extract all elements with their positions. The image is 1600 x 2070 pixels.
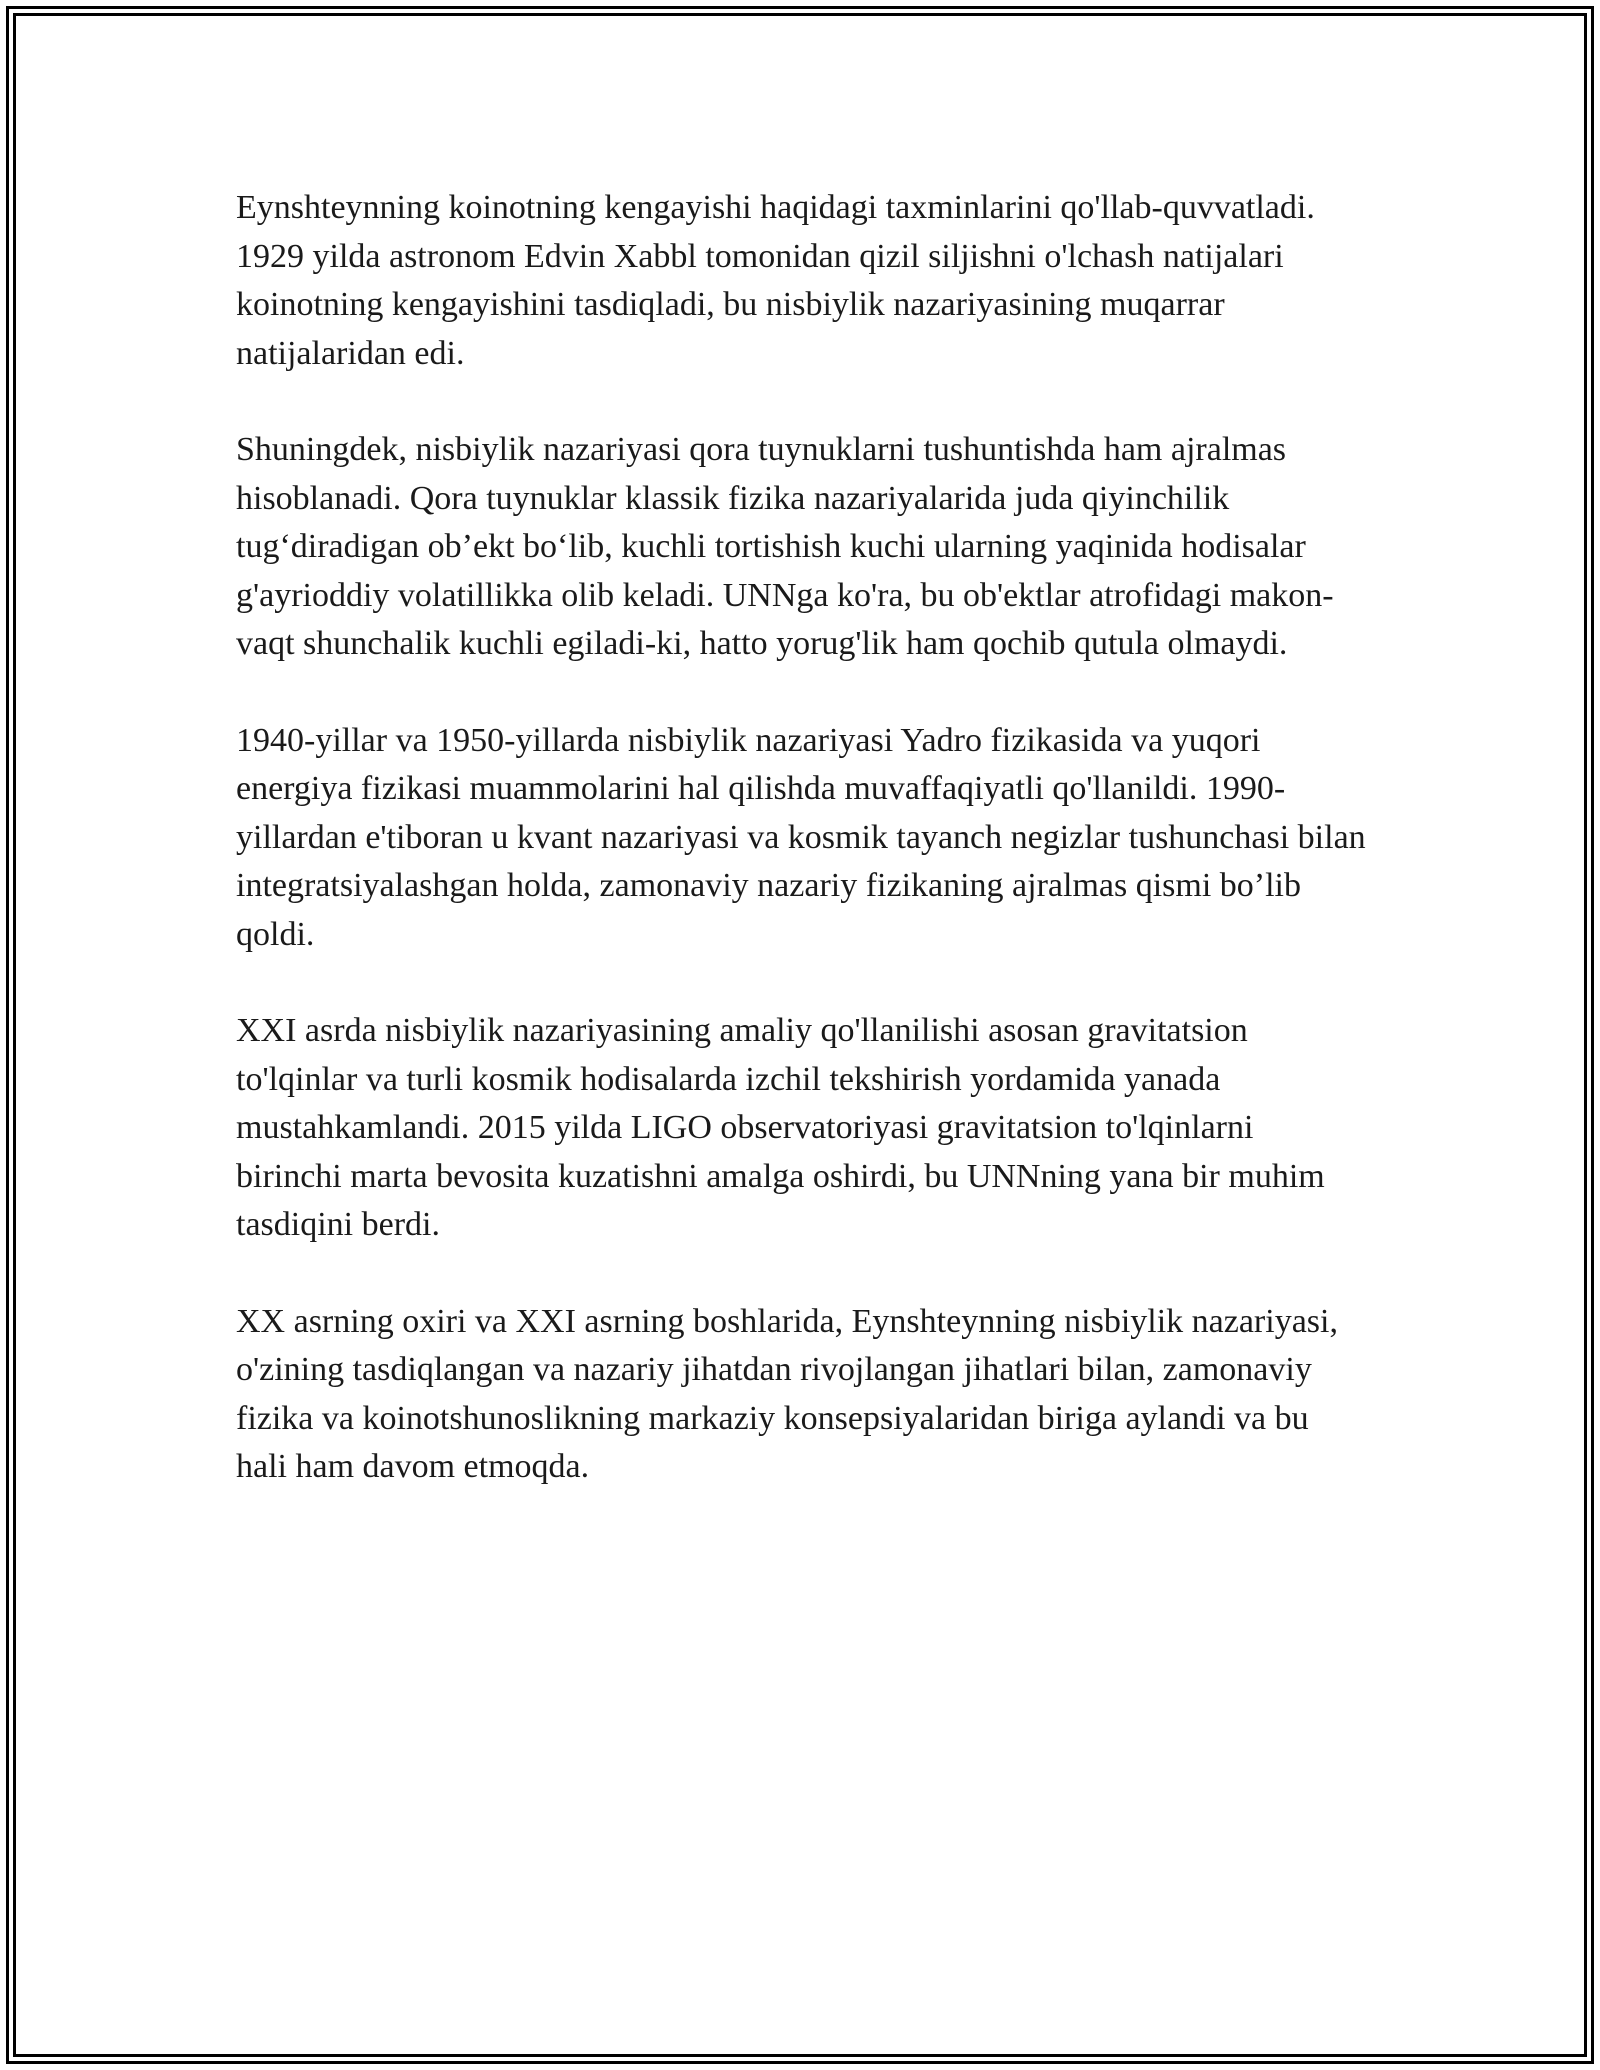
paragraph-5: XX asrning oxiri va XXI asrning boshlarida, Eynshteynning nisbiylik nazariyasi, o'zining tasdiqlangan va nazariy jihatdan rivojlangan jihatlari bilan, zamonaviy fizika va koinotshunoslikning markaziy konsepsiyalaridan biriga aylandi va bu hali ham davom etmoqda. (236, 1302, 1338, 1485)
paragraph-1: Eynshteynning koinotning kengayishi haqidagi taxminlarini qo'llab-quvvatladi. 1929 yilda astronom Edvin Xabbl tomonidan qizil siljishni o'lchash natijalari koinotning kengayishini tasdiqladi, bu nisbiylik nazariyasining muqarrar natijalaridan edi. (236, 189, 1315, 372)
document-body (236, 184, 1366, 1492)
paragraph-4: XXI asrda nisbiylik nazariyasining amaliy qo'llanilishi asosan gravitatsion to'lqinlar va turli kosmik hodisalarda izchil tekshirish yordamida yanada mustahkamlandi. 2015 yilda LIGO observatoriyasi gravitatsion to'lqinlarni birinchi marta bevosita kuzatishni amalga oshirdi, bu UNNning yana bir muhim tasdiqini berdi. (236, 1012, 1325, 1243)
paragraph-3: 1940-yillar va 1950-yillarda nisbiylik nazariyasi Yadro fizikasida va yuqori energiya fizikasi muammolarini hal qilishda muvaffaqiyatli qo'llanildi. 1990-yillardan e'tiboran u kvant nazariyasi va kosmik tayanch negizlar tushunchasi bilan integratsiyalashgan holda, zamonaviy nazariy fizikaning ajralmas qismi bo’lib qoldi. (236, 721, 1366, 953)
paragraph-2: Shuningdek, nisbiylik nazariyasi qora tuynuklarni tushuntishda ham ajralmas hisoblanadi. Qora tuynuklar klassik fizika nazariyalarida juda qiyinchilik tug‘diradigan ob’ekt bo‘lib, kuchli tortishish kuchi ularning yaqinida hodisalar g'ayrioddiy volatillikka olib keladi. UNNga ko'ra, bu ob'ektlar atrofidagi makon-vaqt shunchalik kuchli egiladi-ki, hatto yorug'lik ham qochib qutula olmaydi. (236, 431, 1334, 662)
